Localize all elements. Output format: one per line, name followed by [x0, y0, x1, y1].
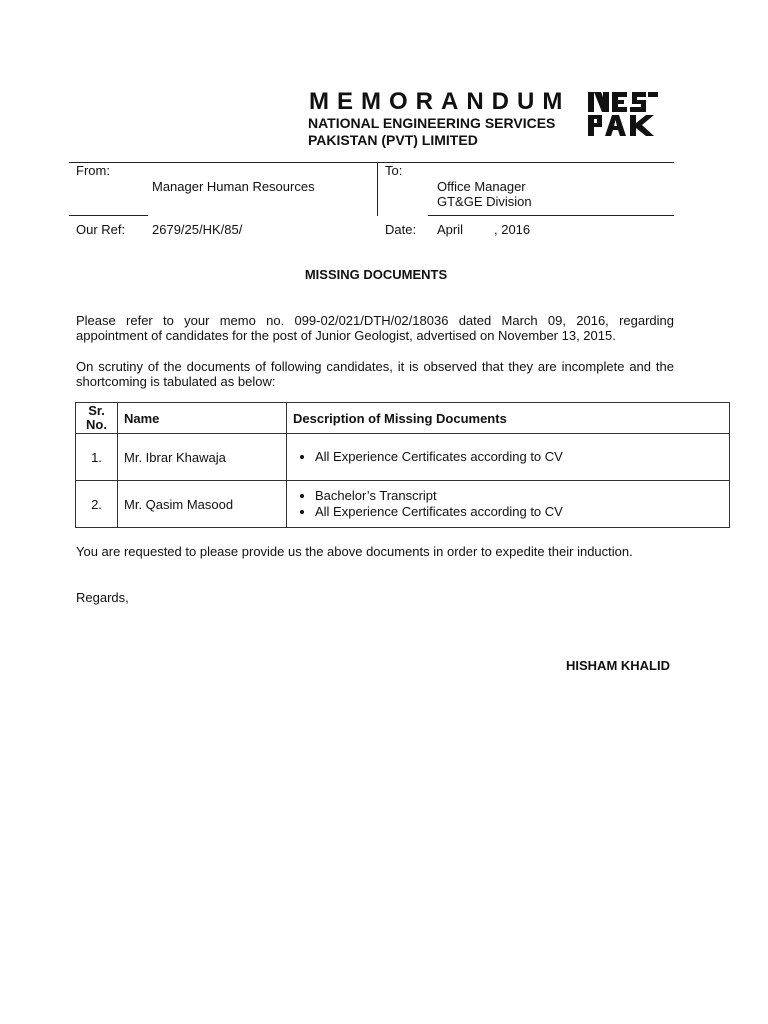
from-label: From:: [76, 163, 110, 178]
header-name: Name: [118, 403, 287, 434]
header-sr-no: Sr. No.: [76, 403, 118, 434]
list-item: • Bachelor’s Transcript: [315, 488, 723, 504]
closing-regards: Regards,: [76, 590, 129, 605]
table-row: [76, 434, 730, 481]
to-line1: Office Manager: [437, 179, 526, 194]
date-month: April: [437, 222, 464, 237]
missing-items-list: [293, 449, 723, 465]
missing-documents-table: [75, 402, 730, 528]
from-to-divider: [377, 162, 378, 216]
missing-items-list: [293, 488, 723, 520]
paragraph-scrutiny: On scrutiny of the documents of following candidates, it is observed that they are incomplete and the shortcoming is tabulated as below:: [76, 359, 674, 389]
from-value: Manager Human Resources: [152, 179, 315, 194]
list-item: • All Experience Certificates according to CV: [315, 449, 723, 465]
memo-subject: MISSING DOCUMENTS: [304, 267, 448, 282]
signatory-name: HISHAM KHALID: [566, 658, 670, 673]
table-row: [76, 481, 730, 528]
nespak-logo-icon: [588, 92, 658, 136]
ref-value: 2679/25/HK/85/: [152, 222, 243, 237]
date-label: Date:: [385, 222, 417, 237]
ref-label: Our Ref:: [76, 222, 126, 237]
org-name-line2: PAKISTAN (PVT) LIMITED: [308, 132, 478, 148]
header-rule-bottom-left: [69, 215, 148, 216]
header-description: Description of Missing Documents: [287, 403, 730, 434]
header-rule-bottom-right: [428, 215, 674, 216]
paragraph-reference: Please refer to your memo no. 099-02/021/DTH/02/18036 dated March 09, 2016, regarding appointment of candidates for the post of Junior Geologist, advertised on November 13, 2015.: [76, 313, 674, 343]
row-description: [287, 481, 730, 528]
org-name-line1: NATIONAL ENGINEERING SERVICES: [308, 115, 556, 131]
row-sr-no: 1.: [76, 434, 118, 481]
header-rule-top: [69, 162, 674, 163]
memo-title: MEMORANDUM: [309, 88, 571, 115]
row-name: Mr. Ibrar Khawaja: [118, 434, 287, 481]
to-line2: GT&GE Division: [437, 194, 532, 209]
paragraph-request: You are requested to please provide us the above documents in order to expedite their induction.: [76, 544, 633, 559]
row-name: Mr. Qasim Masood: [118, 481, 287, 528]
date-year: , 2016: [494, 222, 531, 237]
row-description: [287, 434, 730, 481]
list-item: • All Experience Certificates according to CV: [315, 504, 723, 520]
row-sr-no: 2.: [76, 481, 118, 528]
table-header-row: [76, 403, 730, 434]
to-label: To:: [385, 163, 403, 178]
